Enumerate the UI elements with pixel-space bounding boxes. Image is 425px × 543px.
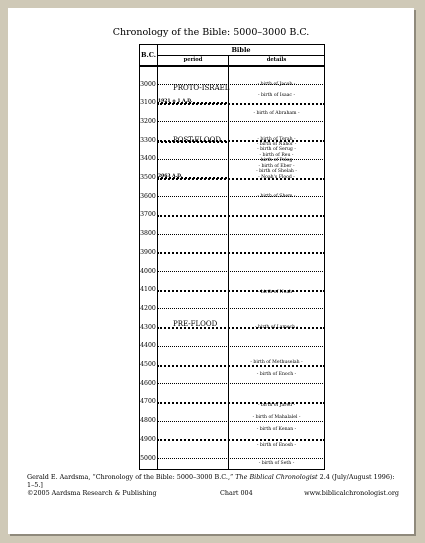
year-label: 4900: [140, 435, 156, 443]
header-rule: [140, 65, 324, 67]
year-label: 3200: [140, 117, 156, 125]
year-label: 3300: [140, 136, 156, 144]
header-bible: Bible: [158, 45, 324, 56]
event-label: - birth of Nahor -: [256, 141, 297, 147]
bc-column-divider: [157, 65, 158, 469]
year-gridline: [157, 234, 325, 235]
event-label: - birth of Abraham -: [253, 111, 300, 117]
period-label: PROTO-ISRAEL: [173, 83, 230, 92]
event-label: - Noah's Flood -: [258, 175, 295, 180]
period-column-divider: [228, 65, 229, 469]
event-label: - birth of Eber -: [258, 163, 295, 169]
event-label: - birth of Shelah -: [256, 169, 297, 175]
event-label: - birth of Peleg -: [257, 158, 296, 164]
year-gridline: [157, 252, 325, 254]
year-label: 3600: [140, 192, 156, 200]
event-label: - birth of Seth -: [258, 461, 295, 467]
journal-title: The Biblical Chronologist: [235, 473, 318, 481]
website-link[interactable]: www.biblicalchronologist.org: [304, 489, 399, 497]
year-label: 4000: [140, 267, 156, 275]
year-gridline: [157, 346, 325, 347]
year-gridline: [157, 458, 325, 459]
year-label: 5000: [140, 454, 156, 462]
event-label: - birth of Mahalalel -: [252, 415, 301, 421]
year-gridline: [157, 271, 325, 272]
year-label: 4500: [140, 361, 156, 368]
event-label: - birth of Methuselah -: [250, 360, 303, 366]
event-label: - birth of Jared -: [257, 403, 296, 409]
year-label: 3900: [140, 248, 156, 256]
event-label: - birth of Reu -: [259, 152, 294, 158]
year-label: 4400: [140, 342, 156, 350]
citation-prefix: Gerald E. Aardsma, “Chronology of the Bible: 5000–3000 B.C.,”: [27, 473, 236, 481]
period-label: POST-FLOOD: [173, 136, 221, 145]
chart-title: Chronology of the Bible: 5000–3000 B.C.: [112, 27, 310, 38]
event-label: - birth of Terah -: [257, 136, 296, 142]
event-label: - birth of Shem -: [257, 193, 296, 199]
year-label: 4800: [140, 417, 156, 425]
period-label: 1921 ± 1 A.D.: [158, 99, 193, 105]
year-label: 3100: [140, 99, 156, 107]
year-label: 3500: [140, 174, 156, 181]
footer: [27, 473, 399, 497]
document-page: [8, 8, 414, 534]
event-label: - birth of Lamech -: [254, 324, 299, 330]
period-label: 2063 A.D.: [158, 173, 183, 179]
year-label: 4700: [140, 398, 156, 406]
event-label: - birth of Enoch -: [256, 372, 297, 378]
event-label: - birth of Enosh -: [256, 443, 297, 449]
year-gridline: [157, 121, 325, 122]
header-period: period: [158, 56, 229, 65]
year-gridline: [157, 439, 325, 441]
chronology-chart: [139, 44, 325, 470]
year-label: 3400: [140, 155, 156, 163]
year-gridline: [157, 215, 325, 217]
year-label: 4300: [140, 323, 156, 331]
year-label: 4100: [140, 286, 156, 294]
header-bc: B.C.: [140, 45, 158, 65]
citation: [27, 473, 399, 489]
year-label: 3700: [140, 211, 156, 219]
year-label: 3800: [140, 230, 156, 238]
year-gridline: [157, 308, 325, 309]
event-label: - birth of Kenan -: [256, 427, 297, 433]
year-label: 3000: [140, 80, 156, 88]
event-label: - birth of Jacob -: [257, 81, 296, 87]
year-label: 4200: [140, 304, 156, 312]
citation-suffix: 2.4 (July/August 1996): 1–5.]: [27, 473, 395, 489]
copyright: ©2005 Aardsma Research & Publishing: [27, 489, 157, 497]
year-label: 4600: [140, 379, 156, 387]
period-label: PRE-FLOOD: [173, 320, 218, 329]
year-gridline: [157, 421, 325, 422]
event-label: - birth of Serug -: [257, 146, 296, 152]
event-label: - birth of Isaac -: [257, 92, 296, 98]
chart-number: Chart 004: [220, 489, 253, 497]
event-label: - birth of Noah -: [257, 290, 296, 295]
header-details: details: [266, 57, 287, 63]
year-gridline: [157, 383, 325, 384]
